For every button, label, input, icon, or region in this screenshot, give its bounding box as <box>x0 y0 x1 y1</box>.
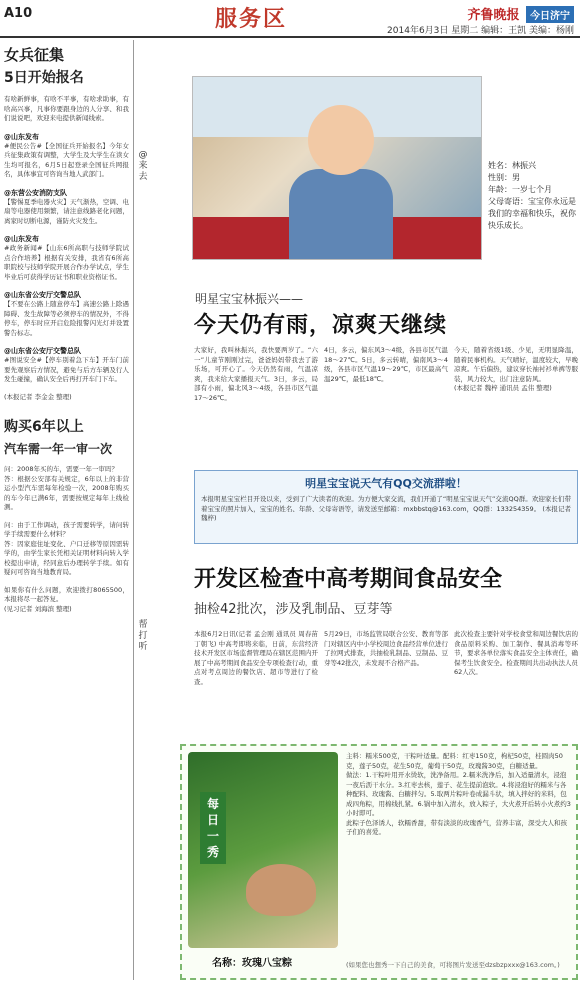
left-note: 如果你有什么问题，欢迎拨打8065500，本报将尽一起答复。 <box>4 585 129 603</box>
exam-subtitle: 抽检42批次，涉及乳制品、豆芽等 <box>194 602 393 617</box>
news-block-text: 【警惕夏季电器火灾】天气渐热，空调、电扇等电器使用频繁，请注意线路老化问题，离家时切断电源，谨防火灾发生。 <box>4 197 129 225</box>
weather-kicker: 明星宝宝林振兴—— <box>195 292 304 306</box>
left-title-1: 女兵征集 <box>4 46 65 64</box>
caption-name: 姓名：林振兴 <box>488 161 536 170</box>
news-block-source: @山东省公安厅交警总队 <box>4 347 81 355</box>
weather-col-2: 4日，多云，偏东风3～4级，各县市区气温18～27℃。5日，多云转晴，偏南风3～4级，各县市区气温19～29℃，市区最高气温29℃，最低18℃。 <box>324 346 448 383</box>
left-title-3: 购买6年以上 <box>4 419 84 435</box>
left-title-2: 5日开始报名 <box>4 70 84 86</box>
dateline: 2014年6月3日 星期二 编辑：王凯 美编：杨刚 <box>387 26 574 36</box>
qq-box-title: 明星宝宝说天气有QQ交流群啦！ <box>305 477 467 490</box>
left-column <box>0 40 134 980</box>
exam-title: 开发区检查中高考期间食品安全 <box>194 567 503 592</box>
qa-answer: 答：根据公安部有关规定，6年以上的非营运小型汽车需每年检验一次，2008年购买的车今年已满6年，需要按规定每年上线检测。 <box>4 474 129 511</box>
qa-item <box>4 465 129 513</box>
recipe-name: 名称：玫瑰八宝粽 <box>212 958 292 969</box>
exam-col-3: 此次检查主要针对学校食堂和周边餐饮店的食品原料采购、加工制作、餐具消毒等环节，要求各单位落实食品安全主体责任，确保考生饮食安全。检查期间共出动执法人员62人次。 <box>454 630 578 676</box>
news-block-text: #便民公告#【全国征兵开始报名】今年女兵征集政策有调整，大学生及大学生在读女生均可报名，6月5日起登录全国征兵网报名，具体事宜可咨询当地人武部门。 <box>4 141 129 178</box>
recipe-box <box>180 744 578 980</box>
weather-article <box>194 346 578 438</box>
daily-show-badge: 每日一秀 <box>200 792 226 864</box>
photo-caption <box>488 160 576 232</box>
weather-col-3 <box>454 346 578 438</box>
weather-col-1: 大家好，我叫林振兴，我快要两岁了。“六一”儿童节刚刚过完，爸爸妈妈带我去了游乐场，可开心了。今天仍然有雨，气温凉爽，我来给大家播报天气。3日，多云，局部有小雨，偏北风3～4级，各县市区气温17～26℃。 <box>194 346 318 402</box>
recipe-footer: (如果您也想秀一下自己的美食，可将图片发送至dzsbzpxxx@163.com。) <box>346 961 560 969</box>
news-block-source: @山东发布 <box>4 235 39 243</box>
left-credit-2: (见习记者 刘海滨 整理) <box>4 604 72 613</box>
weather-credit: (本报记者 魏梓 通讯员 孟伟 整理) <box>454 384 552 392</box>
zongzi-photo <box>188 752 338 948</box>
exam-col-1: 本报6月2日讯(记者 孟会刚 通讯员 周春苗 丁朝飞) 中高考即将来临，日前，东营经济技术开发区市场监督管理局在辖区范围内开展了中高考期间食品安全专项检查行动，重点对考点周边的餐饮店、超市等进行了检查。 <box>194 630 318 686</box>
news-block <box>4 234 129 282</box>
baby-photo <box>192 76 482 260</box>
exam-col-2: 5月29日，市场监管局联合公安、教育等部门对辖区内中小学校周边食品经营单位进行了拉网式排查，共抽检乳制品、豆制品、豆芽等42批次，未发现不合格产品。 <box>324 630 448 667</box>
news-block-source: @东营公安消防支队 <box>4 188 67 197</box>
qq-box-text <box>195 491 577 528</box>
news-block-text: #图说安全#【停车别着急下车】开车门前要先观察后方情况，避免与后方车辆及行人发生碰撞，确认安全后再打开车门下车。 <box>4 356 129 383</box>
left-title-4: 汽车需一年一审一次 <box>4 442 113 456</box>
weather-title: 今天仍有雨，凉爽天继续 <box>194 313 448 338</box>
news-block <box>4 188 129 227</box>
masthead <box>467 4 574 23</box>
section-title: 服务区 <box>215 7 288 32</box>
nav-label-laiqu: @来去 <box>138 150 148 182</box>
weather-col-3-text: 今天，随着省级1级、少见，无明显降温，随着民事机构。天气晴好，温度较大，早晚凉爽。午后偏热，建议穿长袖衬衫单裤等服装，风力较大，出门注意防风。 <box>454 346 578 383</box>
edition-tag: 今日济宁 <box>526 6 574 23</box>
qq-box-credit: (本报记者 魏梓) <box>201 504 571 522</box>
page-number: A10 <box>4 6 33 21</box>
news-block-source: @山东发布 <box>4 132 39 141</box>
qa-item <box>4 521 129 578</box>
qq-group-box <box>194 470 578 544</box>
caption-gender: 性别：男 <box>488 173 520 182</box>
news-block-text: 【不要在公路上随意停车】高速公路上除遇障碍、发生故障等必须停车的情况外，不得停车，停车时应开启危险报警闪光灯并设置警告标志。 <box>4 300 129 337</box>
recipe-note: 此粽子色泽诱人，软糯香甜，带有淡淡的玫瑰香气，营养丰富，深受大人和孩子们的喜爱。 <box>346 818 567 836</box>
news-block <box>4 290 129 338</box>
news-block <box>4 346 129 385</box>
news-block <box>4 132 129 180</box>
qa-question: 问：由于工作调动，孩子需要转学，请问转学手续需要什么材料？ <box>4 520 129 538</box>
news-block-text: #政务新闻#【山东6所高职与技师学院试点合作培养】根据有关安排，我省有6所高职院校与技师学院开展合作办学试点，学生毕业后可获得学历证书和职业资格证书。 <box>4 244 129 281</box>
left-intro: 有啥新鲜事，有啥不平事，有啥求助事，有啥高兴事，凡事你要跟身边的人分享、和我们说说吧，欢迎来电提供新闻线索。 <box>4 95 129 122</box>
nav-label-bangdating: 帮打听 <box>138 620 148 652</box>
caption-age: 年龄：一岁七个月 <box>488 185 552 194</box>
left-credit-1: (本报记者 李金金 整理) <box>4 392 72 401</box>
paper-name: 齐鲁晚报 <box>467 8 520 23</box>
news-block-source: @山东省公安厅交警总队 <box>4 291 81 299</box>
recipe-text <box>346 752 572 838</box>
zongzi-image <box>246 864 316 916</box>
qa-answer: 答：因家庭住址变化、户口迁移等原因需转学的，由学生家长凭相关证明材料向转入学校提出申请，经同意后办理转学手续。如有疑问可咨询当地教育局。 <box>4 539 129 576</box>
exam-article <box>194 630 578 736</box>
recipe-ingredients: 主料：糯米500克，干粽叶适量。配料：红枣150克，枸杞50克，桂圆肉50克，莲子50克，花生50克，葡萄干50克，玫瑰酱30克，白糖适量。 <box>346 752 563 770</box>
recipe-steps: 做法：1.干粽叶用开水烫软，洗净备用。2.糯米洗净后，加入适量清水，浸泡一夜后沥干水分。3.红枣去核，莲子、花生提前泡软。4.将浸泡好的糯米与各种配料、玫瑰酱、白糖拌匀。5.取两片粽叶卷成漏斗状，填入拌好的米料，包成四角粽，用棉线扎紧。6.锅中加入清水，放入粽子，大火煮开后转小火煮约3小时即可。 <box>346 771 571 817</box>
page-header <box>0 0 580 38</box>
qq-box-body: 本报明星宝宝栏目开设以来，受到了广大读者的欢迎。为方便大家交流，我们开通了“明星宝宝说天气”交流QQ群。欢迎家长们带着宝宝的照片加入，宝宝的姓名、年龄、父母寄语等，请发送至邮箱：mxbbstq@163.com，QQ群：133254359。 <box>201 495 571 513</box>
caption-message: 父母寄语：宝宝你永远是我们的幸福和快乐，祝你快乐成长。 <box>488 197 576 230</box>
qa-question: 问：2008年买的车，需要一年一审吗？ <box>4 465 119 473</box>
